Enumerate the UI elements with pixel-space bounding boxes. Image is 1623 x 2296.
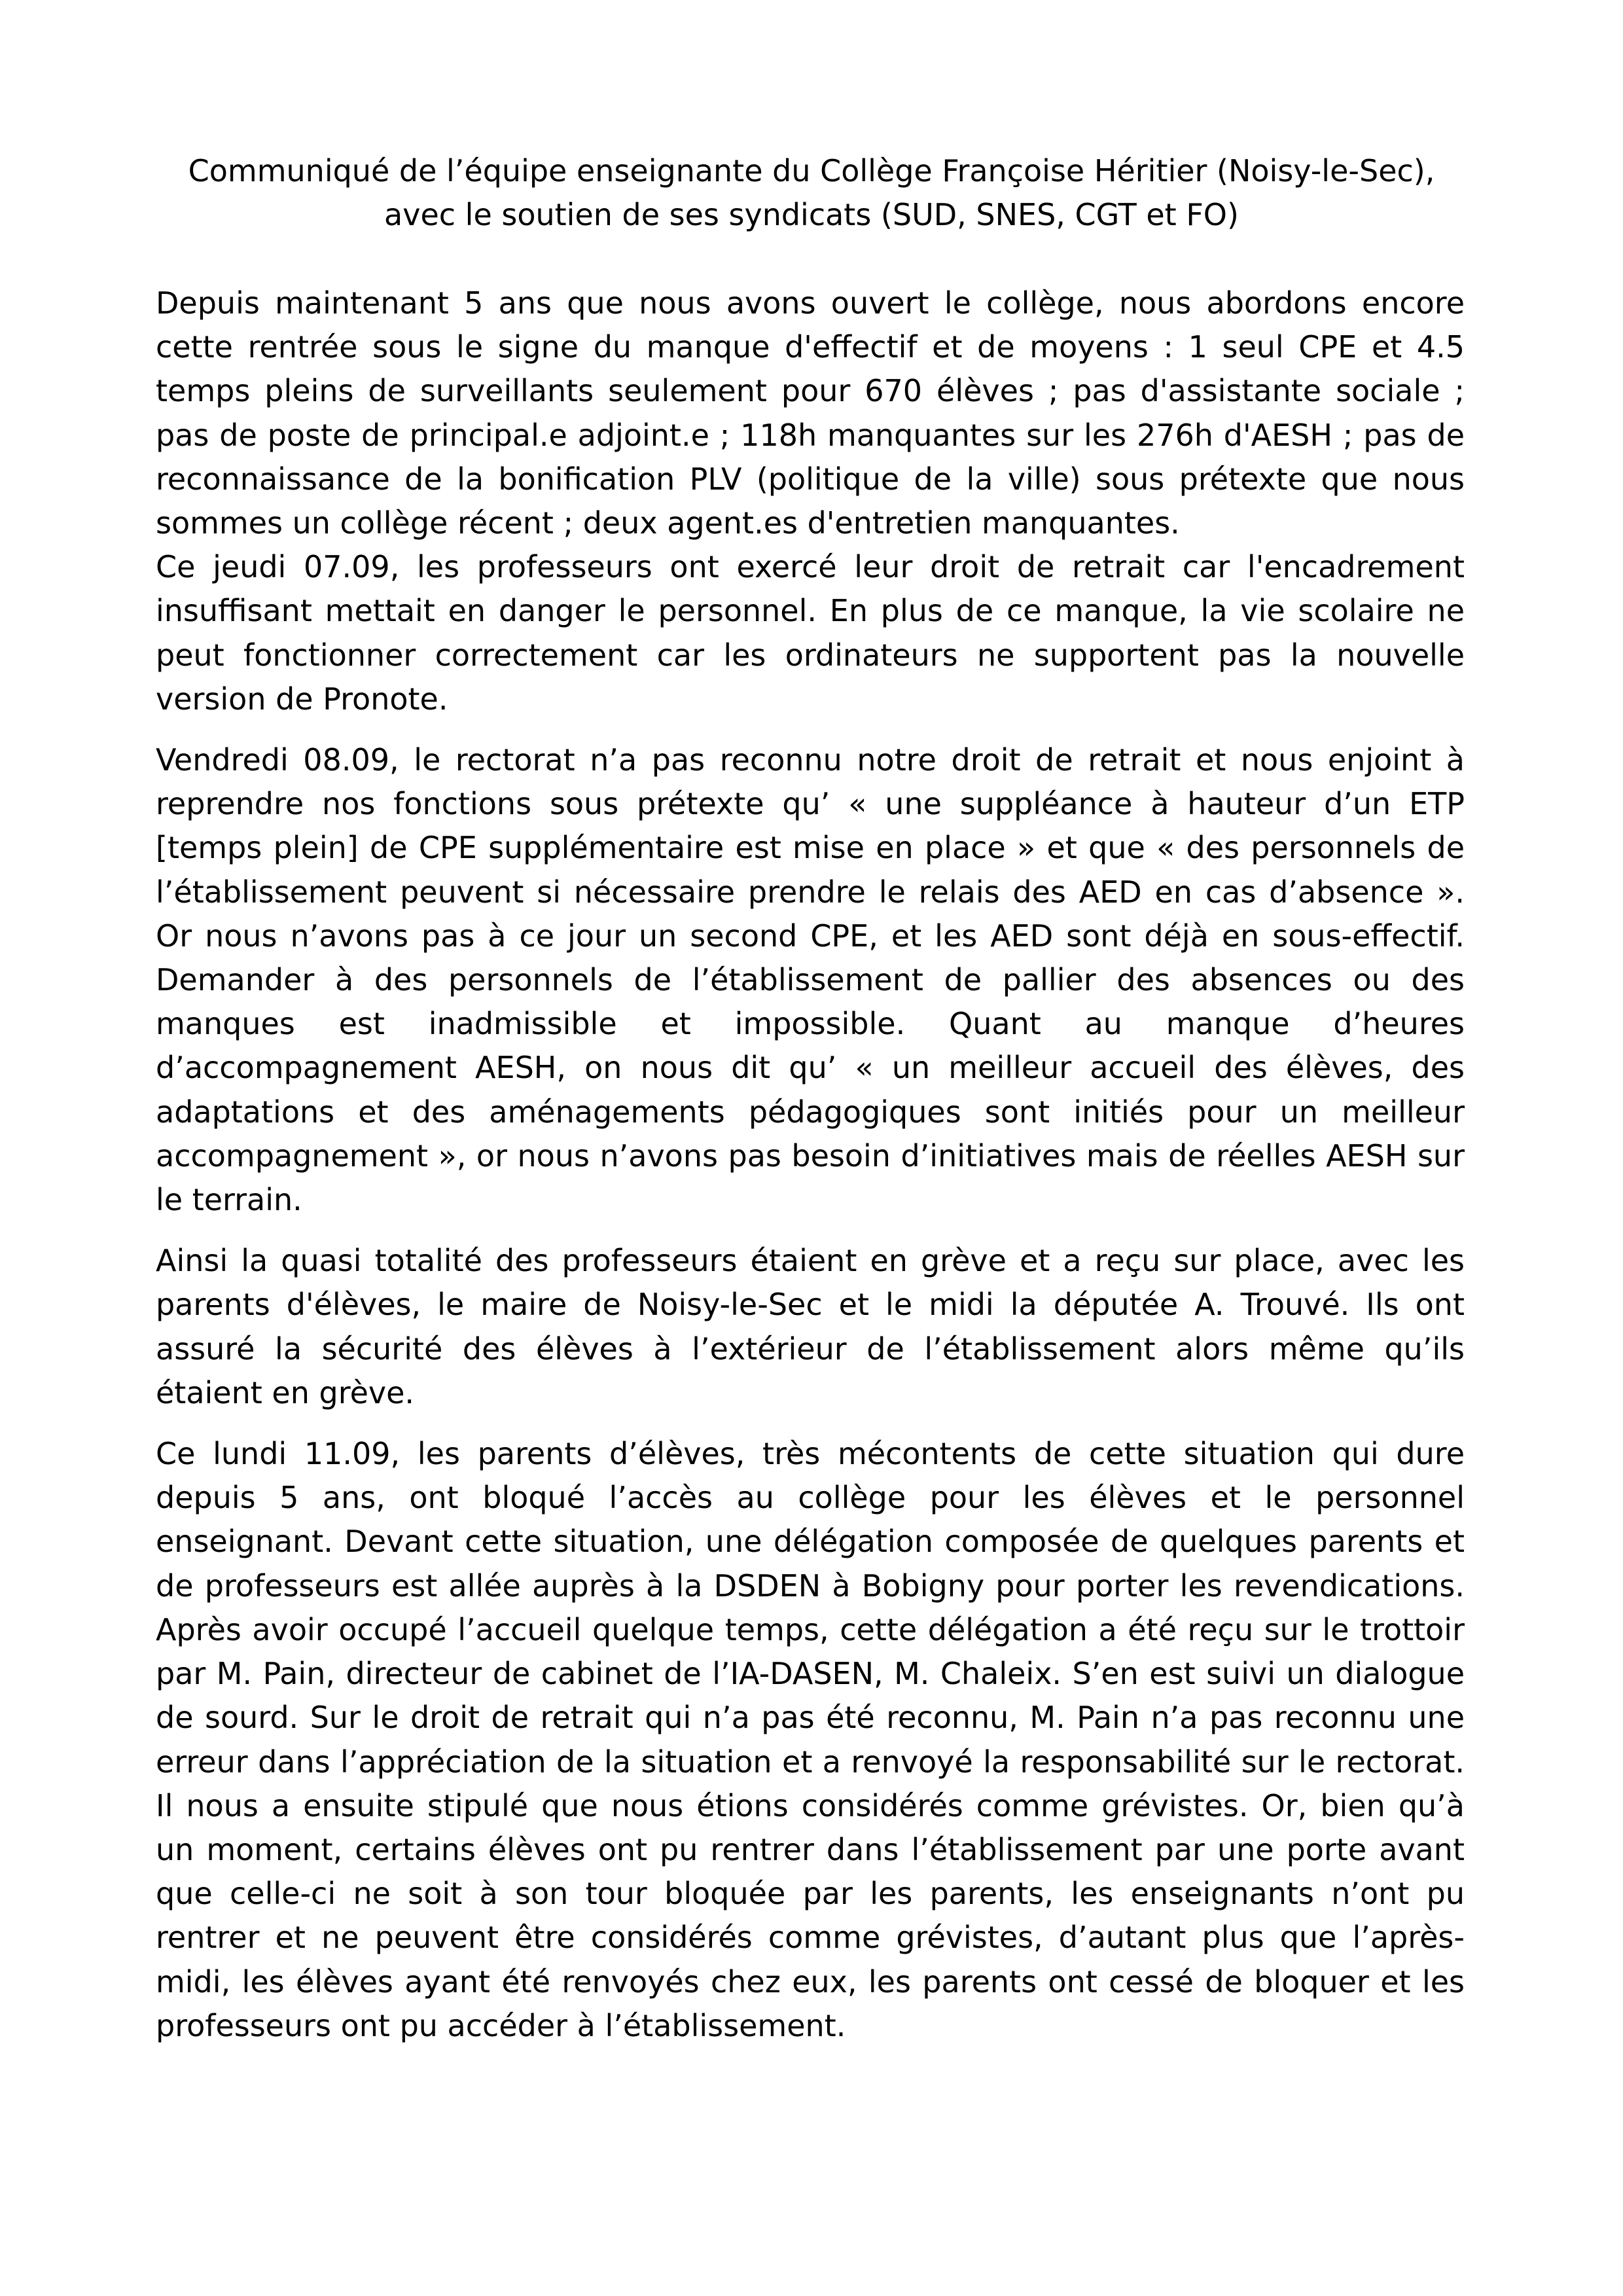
paragraph-2: Ce jeudi 07.09, les professeurs ont exercé leur droit de retrait car l'encadrement insuffisant mettait en danger le personnel. En plus de ce manque, la vie scolaire ne peut fonctionner correctement car les ordinateurs ne supportent pas la nouvelle version de Pronote. bbox=[156, 549, 1465, 717]
paragraph-1: Depuis maintenant 5 ans que nous avons ouvert le collège, nous abordons encore cette rentrée sous le signe du manque d'effectif et de moyens : 1 seul CPE et 4.5 temps pleins de surveillants seulement pour 670 élèves ; pas d'assistante sociale ; pas de poste de principal.e adjoint.e ; 118h manquantes sur les 276h d'AESH ; pas de reconnaissance de la bonification PLV (politique de la ville) sous prétexte que nous sommes un collège récent ; deux agent.es d'entretien manquantes. bbox=[156, 285, 1465, 541]
document-title: Communiqué de l’équipe enseignante du Collège Françoise Héritier (Noisy-le-Sec), avec le soutien de ses syndicats (SUD, SNES, CGT et FO) bbox=[188, 153, 1435, 232]
paragraph-5: Ce lundi 11.09, les parents d’élèves, très mécontents de cette situation qui dure depuis 5 ans, ont bloqué l’accès au collège pour les élèves et le personnel enseignant. Devant cette situation, une délégation composée de quelques parents et de professeurs est allée auprès à la DSDEN à Bobigny pour porter les revendications. Après avoir occupé l’accueil quelque temps, cette délégation a été reçu sur le trottoir par M. Pain, directeur de cabinet de l’IA-DASEN, M. Chaleix. S’en est suivi un dialogue de sourd. Sur le droit de retrait qui n’a pas été reconnu, M. Pain n’a pas reconnu une erreur dans l’appréciation de la situation et a renvoyé la responsabilité sur le rectorat. Il nous a ensuite stipulé que nous étions considérés comme grévistes. Or, bien qu’à un moment, certains élèves ont pu rentrer dans l’établissement par une porte avant que celle-ci ne soit à son tour bloquée par les parents, les enseignants n’ont pu rentrer et ne peuvent être considérés comme grévistes, d’autant plus que l’après-midi, les élèves ayant été renvoyés chez eux, les parents ont cessé de bloquer et les professeurs ont pu accéder à l’établissement. bbox=[156, 1436, 1465, 2043]
paragraph-4: Ainsi la quasi totalité des professeurs étaient en grève et a reçu sur place, avec les parents d'élèves, le maire de Noisy-le-Sec et le midi la députée A. Trouvé. Ils ont assuré la sécurité des élèves à l’extérieur de l’établissement alors même qu’ils étaient en grève. bbox=[156, 1243, 1465, 1410]
document-body bbox=[156, 281, 1465, 2048]
paragraph-3: Vendredi 08.09, le rectorat n’a pas reconnu notre droit de retrait et nous enjoint à reprendre nos fonctions sous prétexte qu’ « une suppléance à hauteur d’un ETP [temps plein] de CPE supplémentaire est mise en place » et que « des personnels de l’établissement peuvent si nécessaire prendre le relais des AED en cas d’absence ». Or nous n’avons pas à ce jour un second CPE, et les AED sont déjà en sous-effectif. Demander à des personnels de l’établissement de pallier des absences ou des manques est inadmissible et impossible. Quant au manque d’heures d’accompagnement AESH, on nous dit qu’ « un meilleur accueil des élèves, des adaptations et des aménagements pédagogiques sont initiés pour un meilleur accompagnement », or nous n’avons pas besoin d’initiatives mais de réelles AESH sur le terrain. bbox=[156, 742, 1465, 1218]
